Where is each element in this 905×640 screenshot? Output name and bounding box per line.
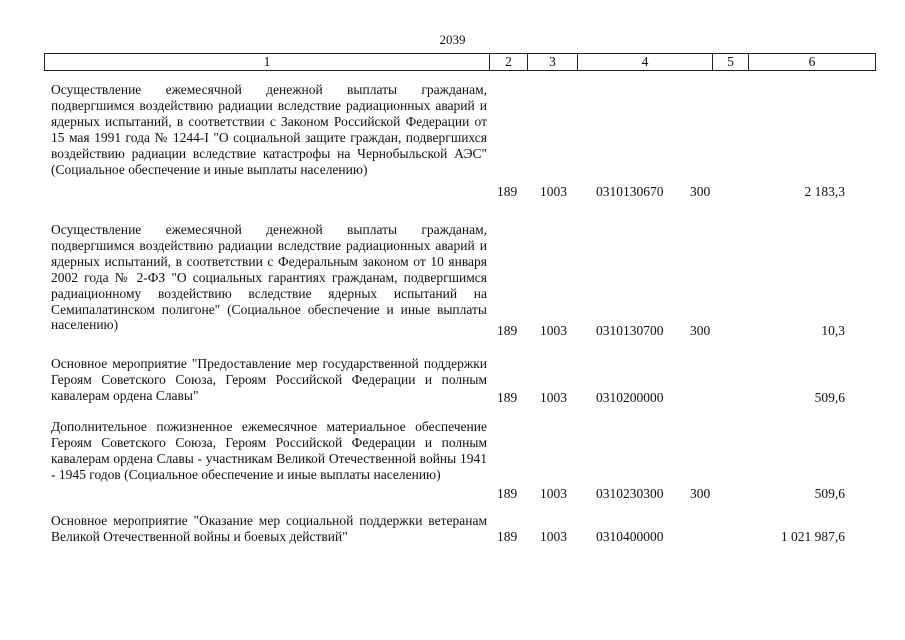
row-5-description: Основное мероприятие "Оказание мер социальной поддержки ветеранам Великой Отечественной войны и боевых действий" bbox=[51, 513, 487, 544]
row-2-col3: 1003 bbox=[540, 323, 567, 338]
header-col-6: 6 bbox=[749, 54, 876, 71]
row-2-description: Осуществление ежемесячной денежной выплаты гражданам, подвергшимся воздействию радиации вследствие радиационных аварий и ядерных испытаний, в соответствии с Федеральным законом от 10 января 2002 года № 2-ФЗ "О социальных гарантиях гражданам, подвергшимся радиационному воздействию вследствие ядерных испытаний на Семипалатинском полигоне" (Социальное обеспечение и иные выплаты населению) bbox=[51, 222, 487, 333]
row-3-col6: 509,6 bbox=[814, 390, 845, 405]
page-number: 2039 bbox=[439, 32, 466, 47]
header-col-2: 2 bbox=[490, 54, 528, 71]
row-3-description: Основное мероприятие "Предоставление мер государственной поддержки Героям Советского Союза, Героям Российской Федерации и полным кавалерам ордена Славы" bbox=[51, 356, 487, 403]
row-2-col5: 300 bbox=[690, 323, 711, 338]
row-5-col4: 0310400000 bbox=[596, 529, 664, 544]
row-1-col3: 1003 bbox=[540, 184, 567, 199]
row-1-col5: 300 bbox=[690, 184, 711, 199]
row-4-col2: 189 bbox=[497, 486, 518, 501]
row-3-col4: 0310200000 bbox=[596, 390, 664, 405]
row-4-col4: 0310230300 bbox=[596, 486, 664, 501]
row-4-description: Дополнительное пожизненное ежемесячное материальное обеспечение Героям Советского Союза, Героям Российской Федерации и полным кавалерам ордена Славы - участникам Великой Отечественной войны 1941 - 1945 годов (Социальное обеспечение и иные выплаты населению) bbox=[51, 419, 487, 482]
row-1-description: Осуществление ежемесячной денежной выплаты гражданам, подвергшимся воздействию радиации вследствие радиационных аварий и ядерных испытаний, в соответствии с Законом Российской Федерации от 15 мая 1991 года № 1244-I "О социальной защите граждан, подвергшихся воздействию радиации вследствие катастрофы на Чернобыльской АЭС" (Социальное обеспечение и иные выплаты населению) bbox=[51, 82, 487, 177]
row-2-col2: 189 bbox=[497, 323, 518, 338]
row-2-col6: 10,3 bbox=[821, 323, 845, 338]
row-3-col3: 1003 bbox=[540, 390, 567, 405]
row-5-col2: 189 bbox=[497, 529, 518, 544]
header-col-1: 1 bbox=[45, 54, 490, 71]
row-2-col4: 0310130700 bbox=[596, 323, 664, 338]
row-1-col6: 2 183,3 bbox=[804, 184, 845, 199]
row-5-col3: 1003 bbox=[540, 529, 567, 544]
header-col-5: 5 bbox=[713, 54, 749, 71]
row-1-col4: 0310130670 bbox=[596, 184, 664, 199]
header-col-3: 3 bbox=[528, 54, 578, 71]
row-5-col6: 1 021 987,6 bbox=[780, 529, 845, 544]
row-1-col2: 189 bbox=[497, 184, 518, 199]
row-4-col3: 1003 bbox=[540, 486, 567, 501]
header-col-4: 4 bbox=[578, 54, 713, 71]
row-4-col6: 509,6 bbox=[814, 486, 845, 501]
row-4-col5: 300 bbox=[690, 486, 711, 501]
row-3-col2: 189 bbox=[497, 390, 518, 405]
